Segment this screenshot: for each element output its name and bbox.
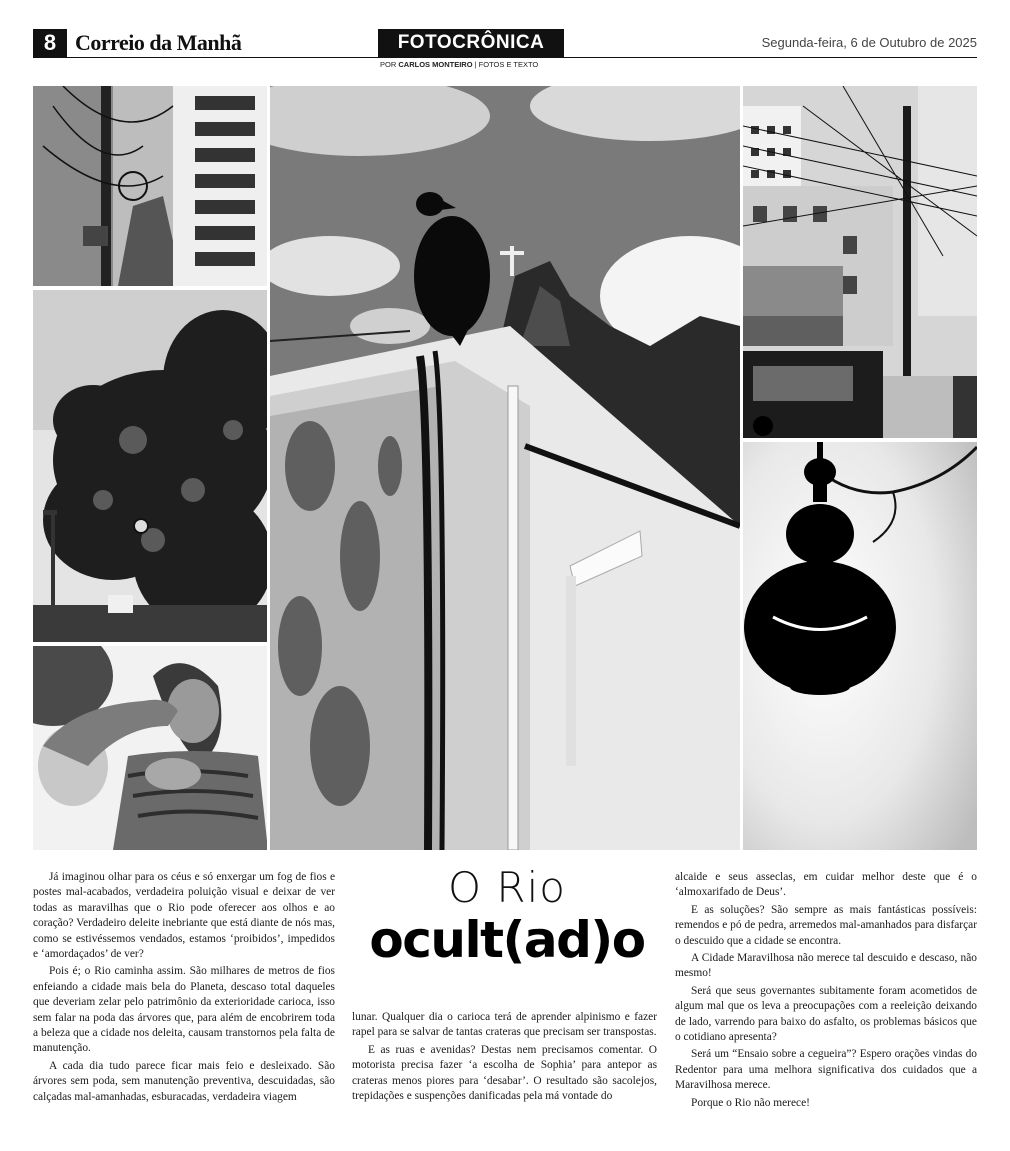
page-number: 8 xyxy=(33,29,67,57)
newspaper-name: Correio da Manhã xyxy=(75,30,242,55)
paragraph: lunar. Qualquer dia o carioca terá de aprender alpinismo e fazer rapel para se salvar de tantas crateras que precisam ser transpostas. xyxy=(352,1011,657,1039)
paragraph: Será um “Ensaio sobre a cegueira”? Espero orações vindas do Redentor para uma melhora significativa dos cuidados que a Maravilhosa merece. xyxy=(675,1048,977,1092)
paragraph: Pois é; o Rio caminha assim. São milhares de metros de fios enfeiando a cidade mais bela do Planeta, descaso total daqueles que deveriam zelar pelo patrimônio da exterioridade carioca, isso sem falar na poda das árvores que, para além de encobrirem toda a beleza que a cidade nos deleita, causam transtornos pela falta de manutenção. xyxy=(33,965,335,1055)
article-column-1 xyxy=(33,870,335,1107)
photo-street-wires xyxy=(743,86,977,438)
paragraph: A Cidade Maravilhosa não merece tal descuido e descaso, não mesmo! xyxy=(675,952,977,980)
photo-vulture-christ xyxy=(270,86,740,850)
byline-suffix: | FOTOS E TEXTO xyxy=(474,60,539,69)
issue-date: Segunda-feira, 6 de Outubro de 2025 xyxy=(761,35,977,50)
paragraph: alcaide e seus asseclas, em cuidar melhor deste que é o ‘almoxarifado de Deus’. xyxy=(675,871,977,899)
paragraph: Já imaginou olhar para os céus e só enxergar um fog de fios e postes mal-acabados, verdadeira poluição visual e deixar de ver todas as maravilhas que o Rio pode oferecer aos olhos e ao coração? Verdadeiro deleite inebriante que está diante de nós mas, como se estivéssemos vendados, estamos ‘proibidos’, impedidos e ‘amordaçados’ de ver? xyxy=(33,871,335,961)
header-rule xyxy=(33,57,977,58)
article-column-2 xyxy=(352,1010,657,1106)
masthead xyxy=(33,27,977,67)
section-title: FOTOCRÔNICA xyxy=(378,29,564,57)
paragraph: E as ruas e avenidas? Destas nem precisamos comentar. O motorista precisa fazer ‘a escolha de Sophia’ para antepor as crateras menos piores para ‘desabar’. O resultado são sacolejos, trepidações e suspenções danificadas pela má vontade do xyxy=(352,1043,657,1103)
paragraph: A cada dia tudo parece ficar mais feio e desleixado. São árvores sem poda, sem manutenção preventiva, descuidadas, são calçadas mal-amanhadas, esburacadas, verdadeira viagem xyxy=(33,1059,335,1103)
photo-lamp-silhouette xyxy=(743,442,977,850)
byline-author: CARLOS MONTEIRO xyxy=(398,60,473,69)
paragraph: Será que seus governantes subitamente foram acometidos de algum mal que os leva a preocupações com a reeleição deixando de lado, varrendo para baixo do asfalto, os problemas básicos que o cotidiano apresenta? xyxy=(675,984,977,1044)
photo-tree xyxy=(33,290,267,642)
byline xyxy=(380,60,538,69)
paragraph: E as soluções? São sempre as mais fantásticas possíveis: remendos e pó de pedra, arremedos mal-amanhados para disfarçar o descuido que a cidade se encontra. xyxy=(675,903,977,947)
title-line-1: O Rio xyxy=(448,863,566,912)
title-line-2: ocult(ad)o xyxy=(369,911,645,969)
byline-prefix: POR xyxy=(380,60,397,69)
article-title xyxy=(352,864,662,972)
photo-wires-building xyxy=(33,86,267,286)
photo-statue xyxy=(33,646,267,850)
article-column-3 xyxy=(675,870,977,1113)
paragraph: Porque o Rio não merece! xyxy=(691,1096,810,1109)
